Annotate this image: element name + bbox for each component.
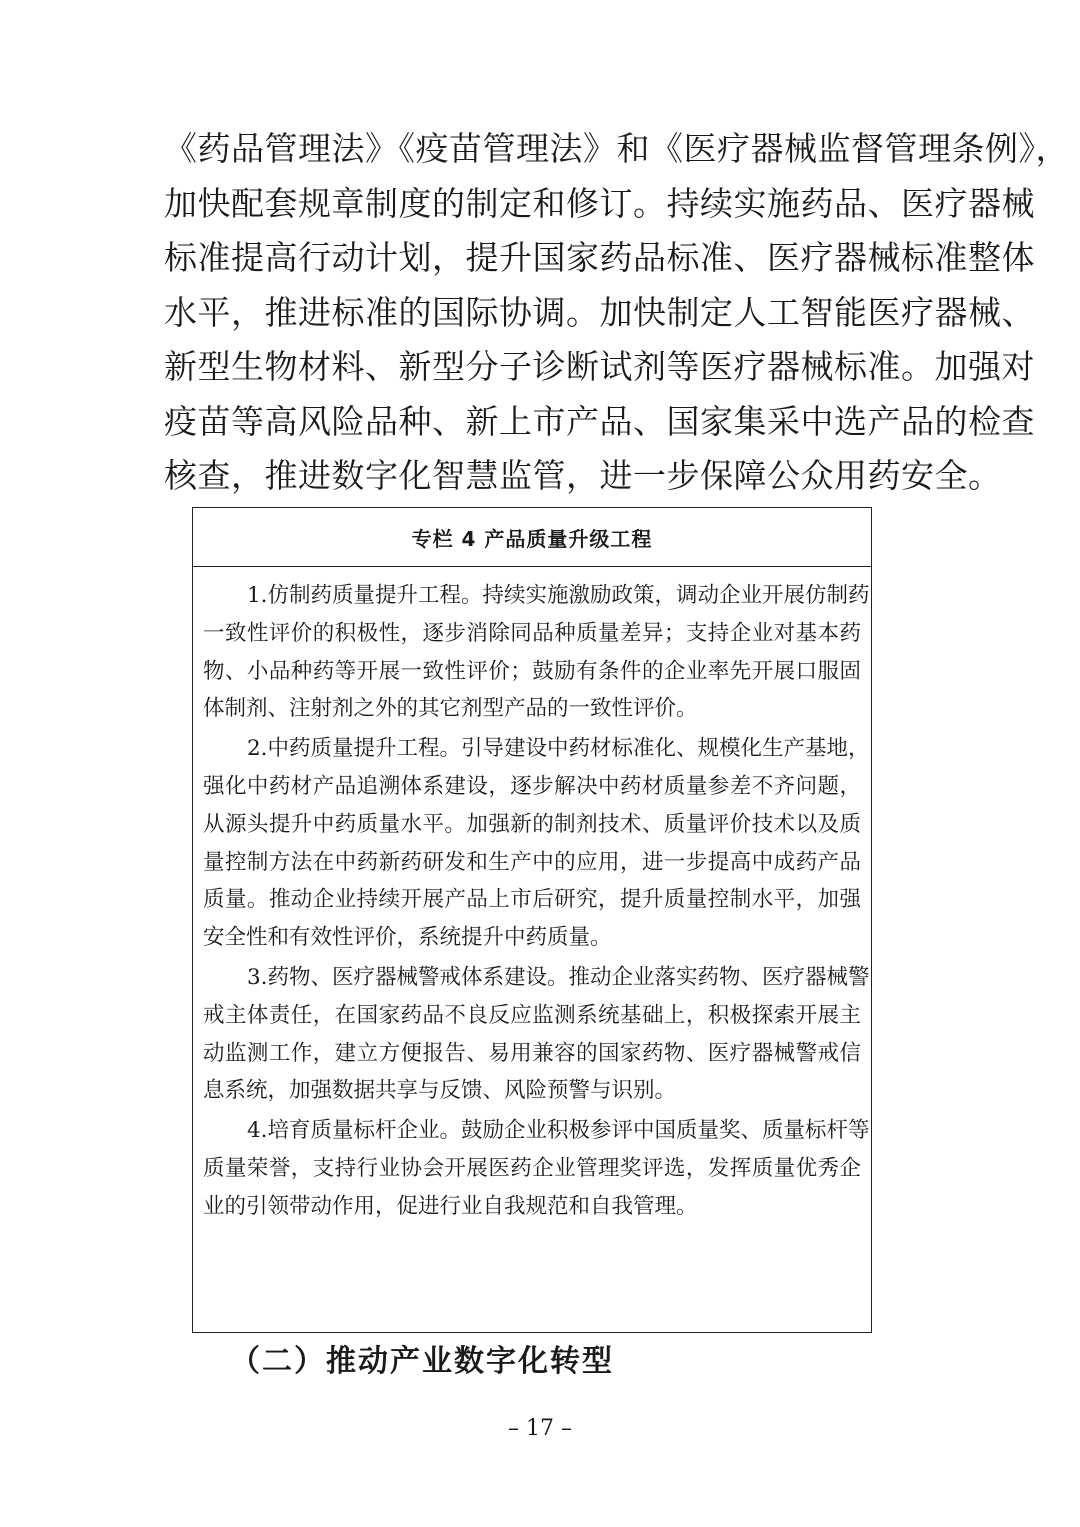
body-line: 《药品管理法》《疫苗管理法》和《医疗器械监督管理条例》， [164,129,1069,168]
box-line: 动监测工作，建立方便报告、易用兼容的国家药物、医疗器械警戒信 [203,1040,861,1066]
box-line: 从源头提升中药质量水平。加强新的制剂技术、质量评价技术以及质 [203,811,861,837]
box-line: 一致性评价的积极性，逐步消除同品种质量差异；支持企业对基本药 [203,620,861,646]
box-line: 4.培育质量标杆企业。鼓励企业积极参评中国质量奖、质量标杆等 [247,1118,870,1144]
section-heading: （二）推动产业数字化转型 [230,1344,614,1379]
body-line: 新型生物材料、新型分子诊断试剂等医疗器械标准。加强对 [164,347,1035,386]
box-line: 质量。推动企业持续开展产品上市后研究，提升质量控制水平，加强 [203,887,861,913]
feature-box [192,507,872,1333]
box-line: 强化中药材产品追溯体系建设，逐步解决中药材质量参差不齐问题， [203,773,861,799]
body-line: 标准提高行动计划，提升国家药品标准、医疗器械标准整体 [164,238,1035,277]
box-line: 息系统，加强数据共享与反馈、风险预警与识别。 [203,1078,677,1104]
box-line: 业的引领带动作用，促进行业自我规范和自我管理。 [203,1193,698,1219]
box-line: 2.中药质量提升工程。引导建设中药材标准化、规模化生产基地， [247,736,870,762]
box-line: 戒主体责任，在国家药品不良反应监测系统基础上，积极探索开展主 [203,1002,861,1028]
body-line: 核查，推进数字化智慧监管，进一步保障公众用药安全。 [164,456,1002,495]
box-line: 体制剂、注射剂之外的其它剂型产品的一致性评价。 [203,696,698,722]
box-line: 物、小品种药等开展一致性评价；鼓励有条件的企业率先开展口服固 [203,658,861,684]
body-line: 水平，推进标准的国际协调。加快制定人工智能医疗器械、 [164,292,1035,332]
box-paragraph-2 [203,730,870,957]
box-paragraph-4 [203,1112,870,1225]
body-line: 疫苗等高风险品种、新上市产品、国家集采中选产品的检查 [164,401,1035,441]
body-paragraph [164,122,1069,504]
body-line: 加快配套规章制度的制定和修订。持续实施药品、医疗器械 [164,183,1035,223]
box-line: 量控制方法在中药新药研发和生产中的应用，进一步提高中成药产品 [203,849,861,875]
feature-box-title: 专栏 4 产品质量升级工程 [193,508,871,567]
box-line: 质量荣誉，支持行业协会开展医药企业管理奖评选，发挥质量优秀企 [203,1155,861,1181]
box-paragraph-1 [203,577,870,728]
box-paragraph-3 [203,959,870,1110]
feature-box-body [193,567,871,1226]
page-number: – 17 – [508,1416,572,1441]
box-line: 3.药物、医疗器械警戒体系建设。推动企业落实药物、医疗器械警 [247,964,870,990]
box-line: 1.仿制药质量提升工程。持续实施激励政策，调动企业开展仿制药 [247,583,870,608]
box-line: 安全性和有效性评价，系统提升中药质量。 [203,925,612,951]
